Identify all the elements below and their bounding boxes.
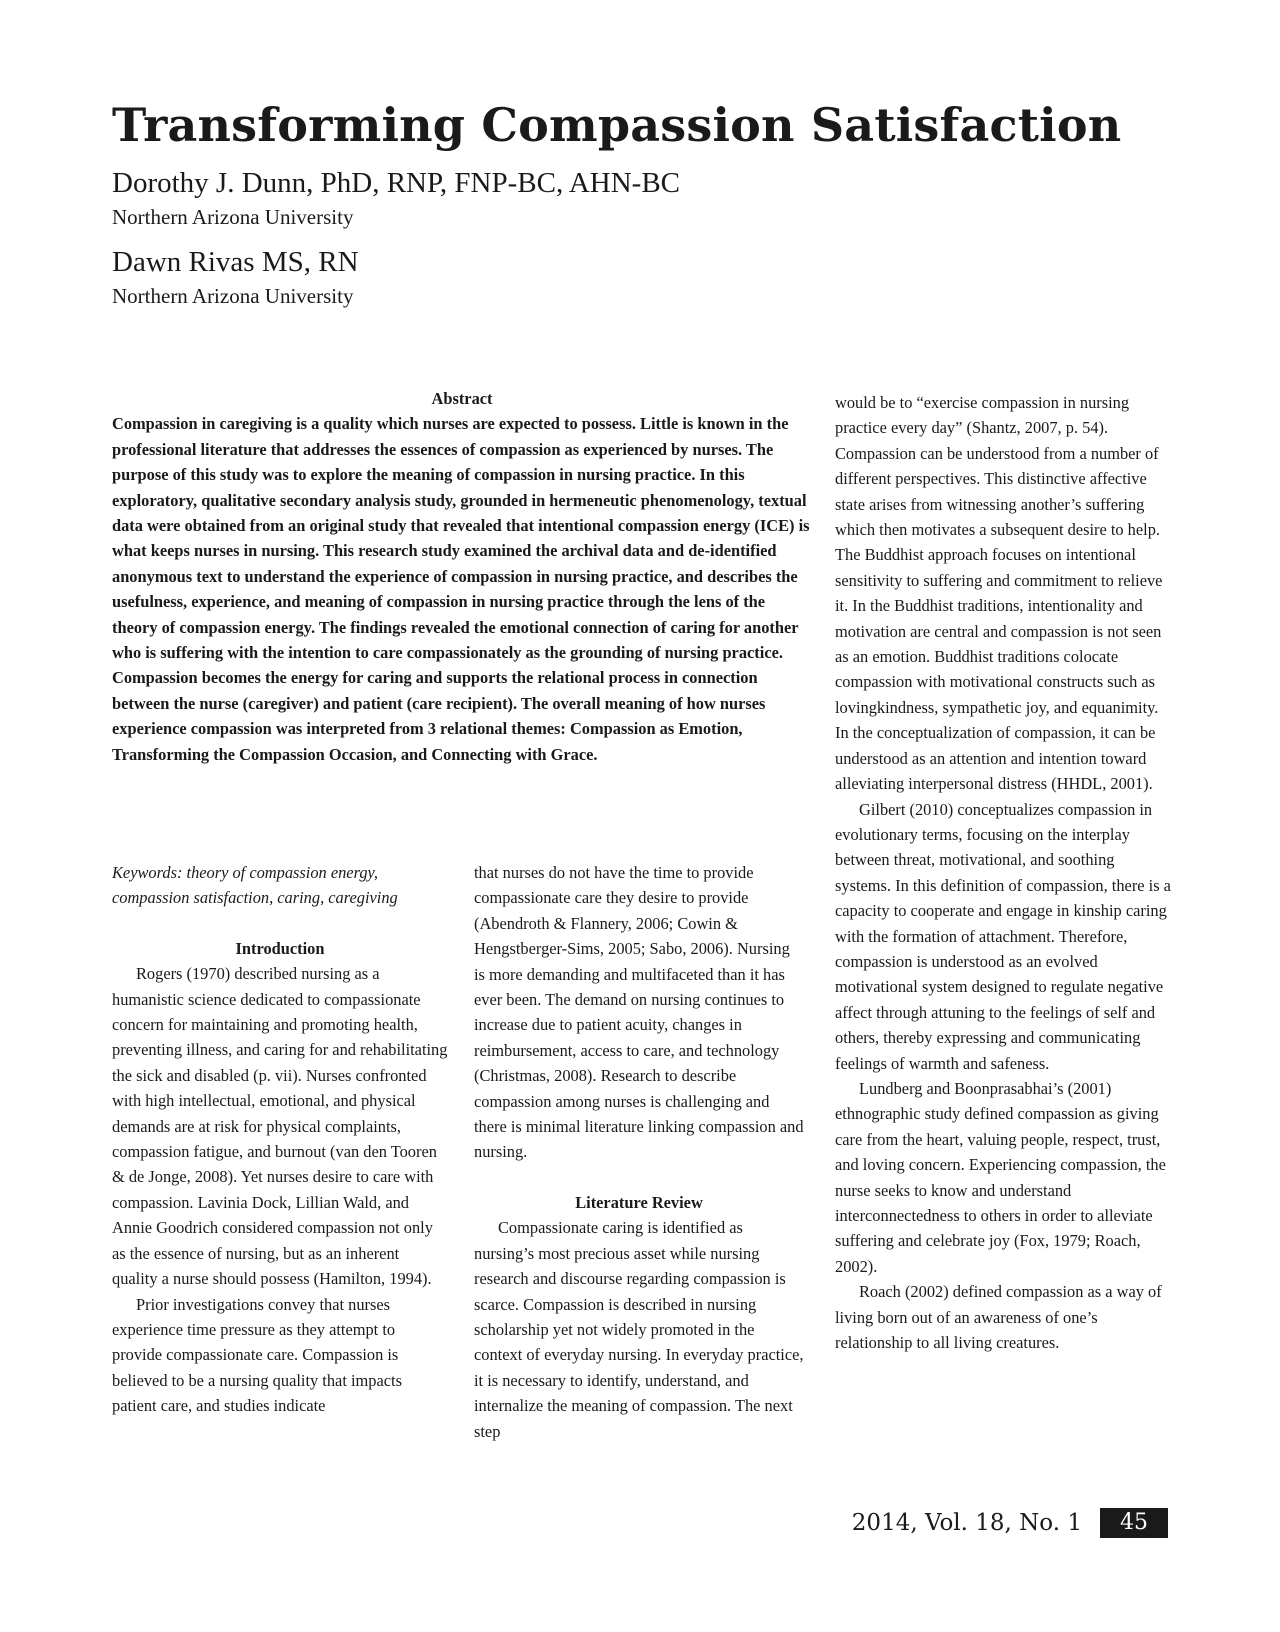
literature-review-paragraph-1: Compassionate caring is identified as nursing’s most precious asset while nursing research and discourse regarding compassion is scarce. Compassion is described in nursing scholarship yet not widely promoted in the context of everyday nursing. In everyday practice, it is necessary to identify, understand, and internalize the meaning of compassion. The next step — [474, 1218, 804, 1441]
introduction-paragraph-2: Prior investigations convey that nurses experience time pressure as they attempt to provide compassionate care. Compassion is believed to be a nursing quality that impacts patient care, and studies indicate — [112, 1294, 402, 1416]
column-right — [835, 390, 1173, 1355]
abstract-block — [112, 386, 812, 767]
abstract-text: Compassion in caregiving is a quality which nurses are expected to possess. Little is known in the professional literature that addresses the essences of compassion as experienced by nurses. The purpose of this study was to explore the meaning of compassion in nursing practice. In this exploratory, qualitative secondary analysis study, grounded in hermeneutic phenomenology, textual data were obtained from an original study that revealed that intentional compassion energy (ICE) is what keeps nurses in nursing. This research study examined the archival data and de-identified anonymous text to understand the experience of compassion in nursing practice, and describes the usefulness, experience, and meaning of compassion in nursing practice through the lens of the theory of compassion energy. The findings revealed the emotional connection of caring for another who is suffering with the intention to care compassionately as the grounding of nursing practice. Compassion becomes the energy for caring and supports the relational process in connection between the nurse (caregiver) and patient (care recipient). The overall meaning of how nurses experience compassion was interpreted from 3 relational themes: Compassion as Emotion, Transforming the Compassion Occasion, and Connecting with Grace. — [112, 414, 810, 764]
keywords: Keywords: theory of compassion energy, compassion satisfaction, caring, caregiving — [112, 863, 398, 908]
column-middle — [474, 860, 804, 1444]
author-name-1: Dorothy J. Dunn, PhD, RNP, FNP-BC, AHN-BC — [112, 167, 681, 199]
author-name-2: Dawn Rivas MS, RN — [112, 246, 359, 278]
column-left — [112, 860, 448, 1419]
literature-review-heading: Literature Review — [575, 1192, 703, 1212]
journal-issue: 2014, Vol. 18, No. 1 — [851, 1510, 1082, 1536]
introduction-paragraph-1: Rogers (1970) described nursing as a humanistic science dedicated to compassionate concern for maintaining and promoting health, preventing illness, and caring for and rehabilitating the sick and disabled (p. vii). Nurses confronted with high intellectual, emotional, and physical demands are at risk for physical complaints, compassion fatigue, and burnout (van den Tooren & de Jonge, 2008). Yet nurses desire to care with compassion. Lavinia Dock, Lillian Wald, and Annie Goodrich considered compassion not only as the essence of nursing, but as an inherent quality a nurse should possess (Hamilton, 1994). — [112, 964, 448, 1289]
page-footer — [852, 1508, 1168, 1538]
literature-review-paragraph-2: Gilbert (2010) conceptualizes compassion in evolutionary terms, focusing on the interplay between threat, motivational, and soothing systems. In this definition of compassion, there is a capacity to cooperate and engage in kinship caring with the formation of attachment. Therefore, compassion is understood as an evolved motivational system designed to regulate negative affect through attuning to the feelings of self and others, thereby expressing and communicating feelings of warmth and safeness. — [835, 799, 1171, 1073]
introduction-heading: Introduction — [235, 938, 325, 958]
literature-review-paragraph-1-continued: would be to “exercise compassion in nursing practice every day” (Shantz, 2007, p. 54). Compassion can be understood from a number of different perspectives. This distinctive affective state arises from witnessing another’s suffering which then motivates a subsequent desire to help. The Buddhist approach focuses on intentional sensitivity to suffering and commitment to relieve it. In the Buddhist traditions, intentionality and motivation are central and compassion is not seen as an emotion. Buddhist traditions colocate compassion with motivational constructs such as lovingkindness, sympathetic joy, and equanimity. In the conceptualization of compassion, it can be understood as an attention and intention toward alleviating interpersonal distress (HHDL, 2001). — [835, 393, 1163, 794]
abstract-heading: Abstract — [431, 389, 493, 408]
literature-review-paragraph-3: Lundberg and Boonprasabhai’s (2001) ethnographic study defined compassion as giving care from the heart, valuing people, respect, trust, and loving concern. Experiencing compassion, the nurse seeks to know and understand interconnectedness to others in order to alleviate suffering and celebrate joy (Fox, 1979; Roach, 2002). — [835, 1078, 1166, 1276]
author-affiliation-2: Northern Arizona University — [112, 284, 354, 308]
literature-review-paragraph-4: Roach (2002) defined compassion as a way of living born out of an awareness of one’s relationship to all living creatures. — [835, 1282, 1162, 1353]
introduction-paragraph-2-continued: that nurses do not have the time to provide compassionate care they desire to provide (Abendroth & Flannery, 2006; Cowin & Hengstberger-Sims, 2005; Sabo, 2006). Nursing is more demanding and multifaceted than it has ever been. The demand on nursing continues to increase due to patient acuity, changes in reimbursement, access to care, and technology (Christmas, 2008). Research to describe compassion among nurses is challenging and there is minimal literature linking compassion and nursing. — [474, 863, 804, 1162]
page-number: 45 — [1100, 1508, 1168, 1538]
author-affiliation-1: Northern Arizona University — [112, 205, 354, 229]
article-title: Transforming Compassion Satisfaction — [112, 98, 1122, 152]
